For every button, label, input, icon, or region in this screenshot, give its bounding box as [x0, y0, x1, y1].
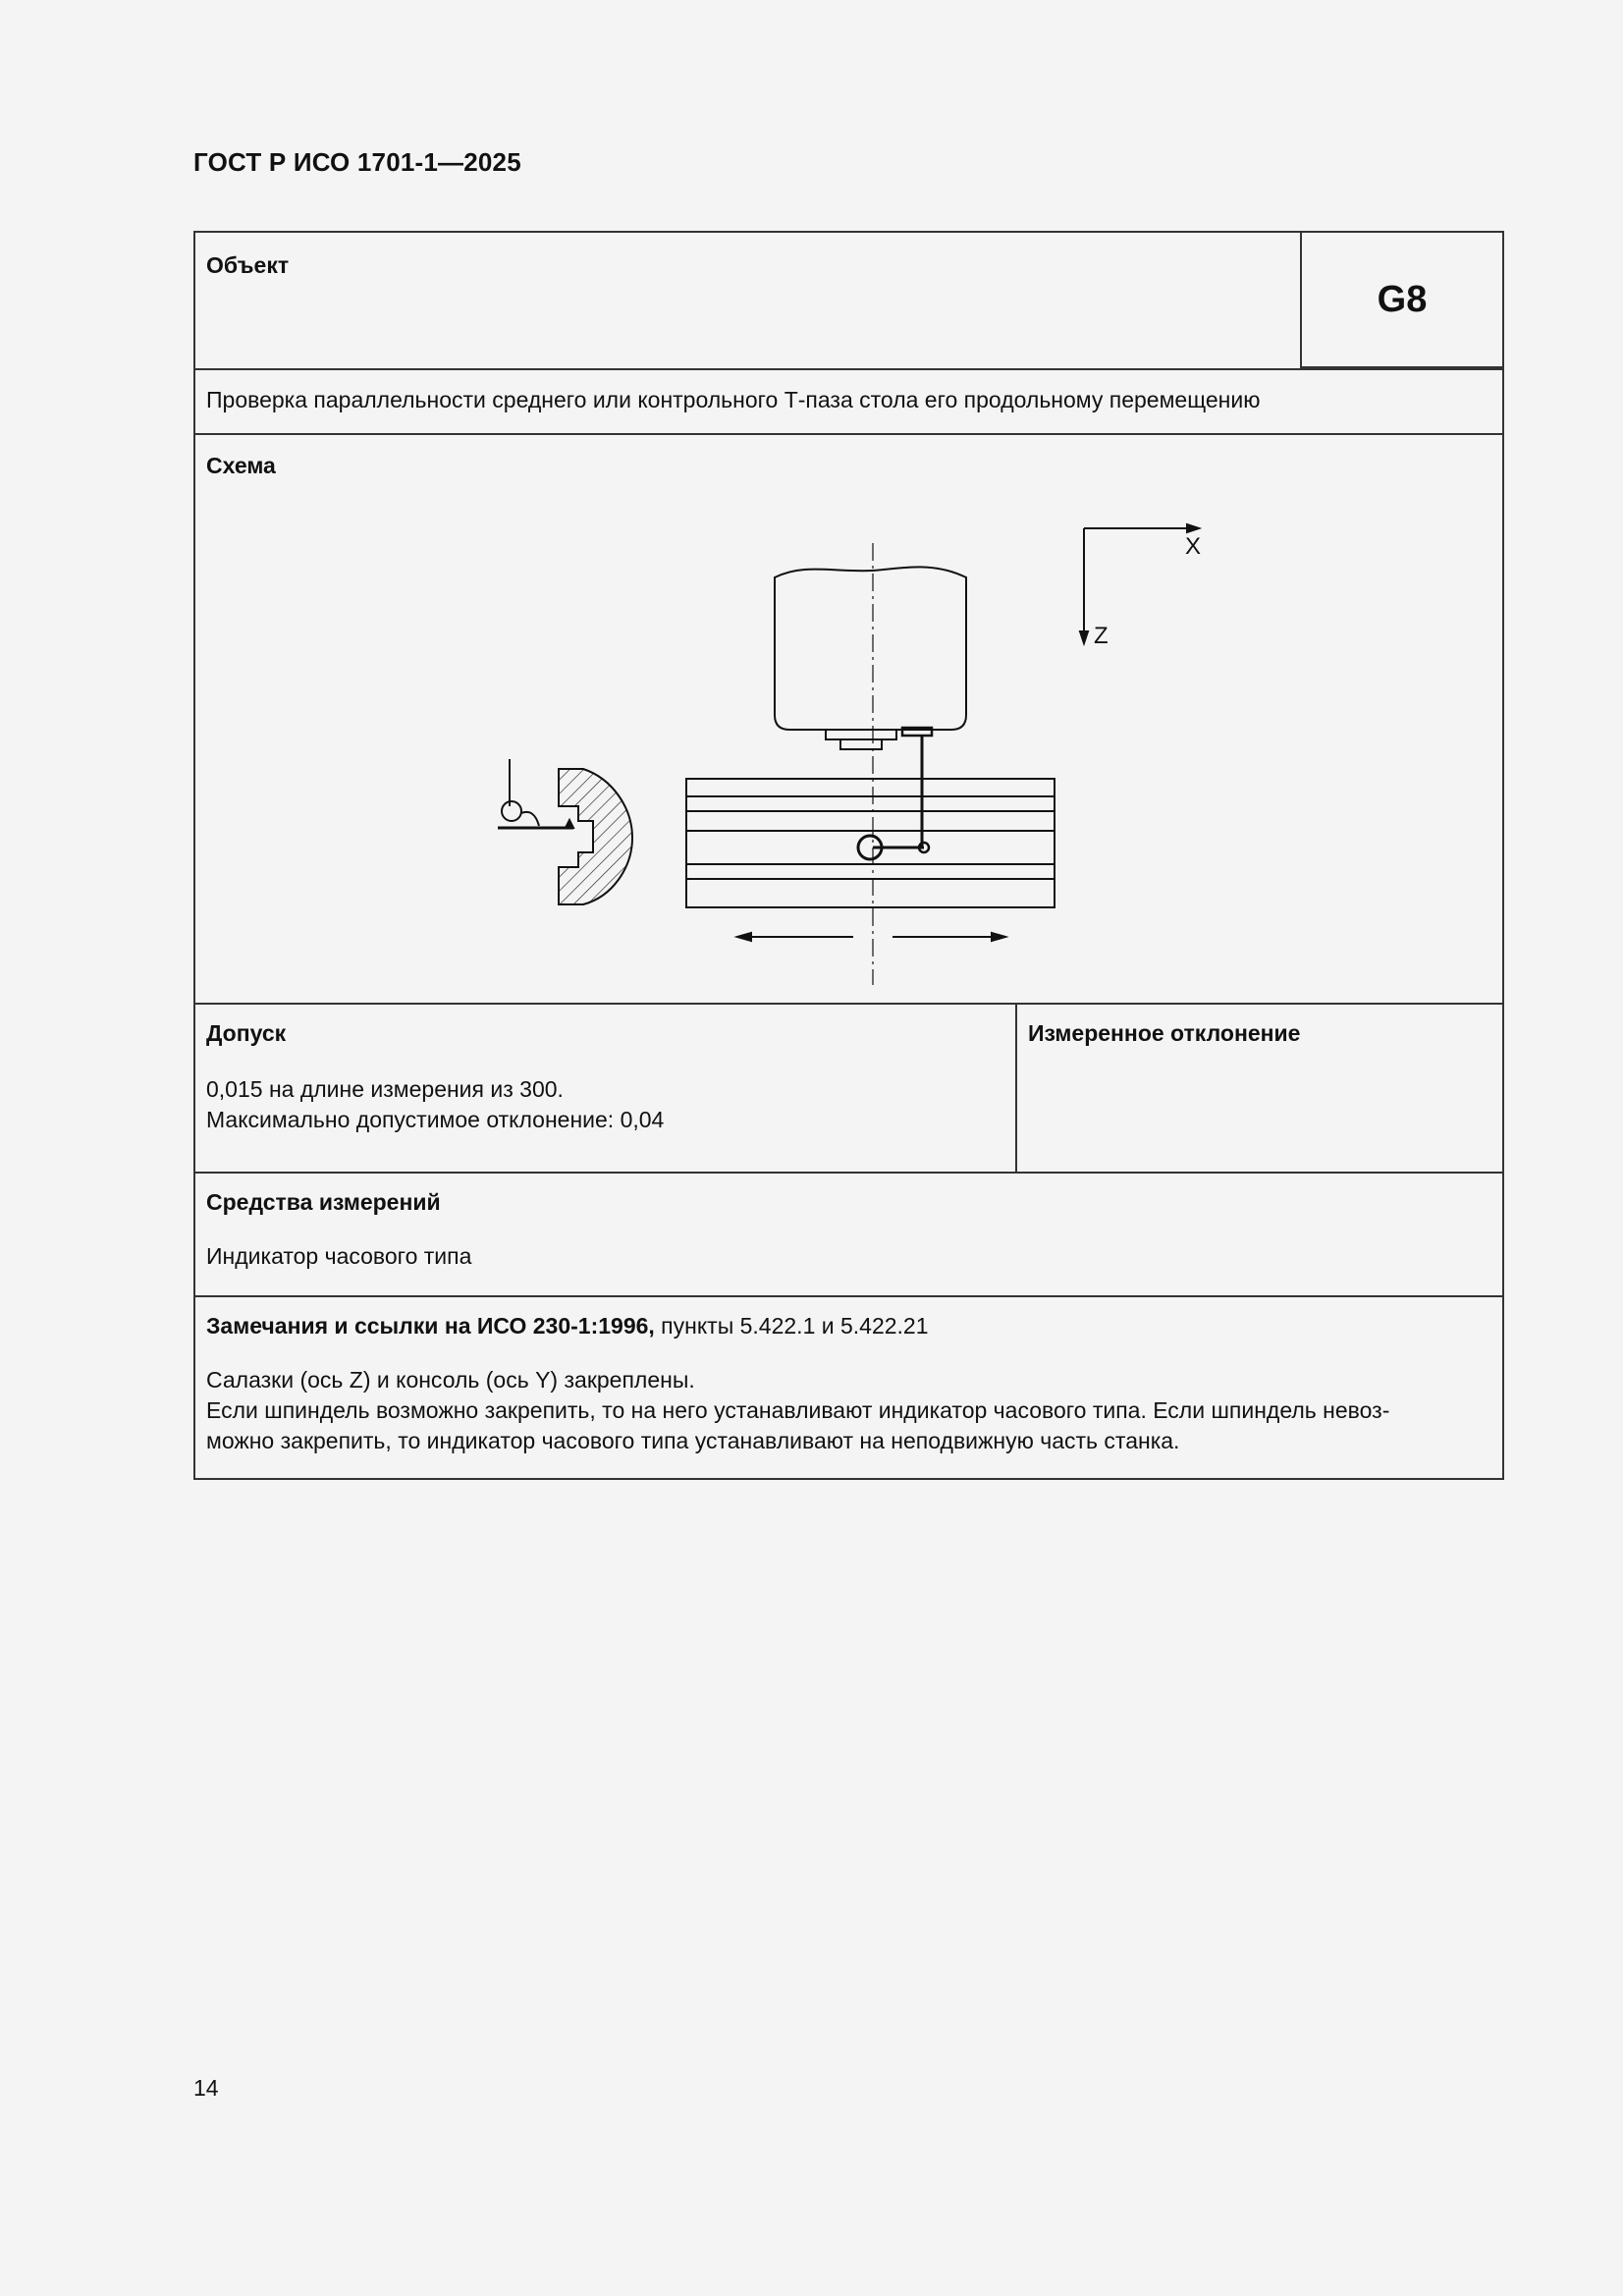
test-code: G8 — [1300, 233, 1502, 368]
machine-table — [686, 779, 1055, 907]
test-description: Проверка параллельности среднего или контрольного Т-паза стола его продольному перемещению — [206, 387, 1261, 412]
document-header: ГОСТ Р ИСО 1701-1—2025 — [193, 147, 521, 177]
tools-row — [195, 1174, 1502, 1297]
t-slot-section — [498, 759, 632, 904]
axis-x-label: X — [1185, 533, 1202, 560]
scheme-row — [195, 435, 1502, 1005]
notes-heading-bold: Замечания и ссылки на ИСО 230-1:1996, — [206, 1313, 655, 1339]
notes-heading-rest: пункты 5.422.1 и 5.422.21 — [654, 1313, 929, 1339]
movement-arrows — [737, 933, 1005, 941]
notes-heading — [206, 1313, 1491, 1339]
notes-line-2: Если шпиндель возможно закрепить, то на него устанавливают индикатор часового типа. Если шпиндель невоз- — [206, 1397, 1390, 1423]
tolerance-line-1: 0,015 на длине измерения из 300. — [206, 1076, 564, 1102]
notes-line-3: можно закрепить, то индикатор часового типа устанавливают на неподвижную часть станка. — [206, 1428, 1180, 1453]
scheme-label: Схема — [206, 453, 276, 478]
notes-line-1: Салазки (ось Z) и консоль (ось Y) закреплены. — [206, 1367, 695, 1393]
description-row — [195, 370, 1502, 435]
object-label: Объект — [206, 252, 290, 278]
page-number: 14 — [193, 2075, 219, 2101]
measured-deviation-cell — [1017, 1005, 1502, 1172]
object-row — [195, 233, 1502, 370]
spindle-head — [775, 567, 966, 730]
tolerance-row — [195, 1005, 1502, 1174]
tolerance-label: Допуск — [206, 1020, 287, 1046]
scheme-diagram — [195, 435, 1502, 1003]
tools-value: Индикатор часового типа — [206, 1243, 472, 1269]
notes-row — [195, 1297, 1502, 1478]
axis-z-label: Z — [1094, 623, 1109, 649]
tolerance-cell — [195, 1005, 1017, 1172]
measured-deviation-label: Измеренное отклонение — [1028, 1020, 1301, 1046]
tools-label: Средства измерений — [206, 1189, 441, 1215]
test-sheet-table — [193, 231, 1504, 1480]
tolerance-line-2: Максимально допустимое отклонение: 0,04 — [206, 1107, 665, 1132]
